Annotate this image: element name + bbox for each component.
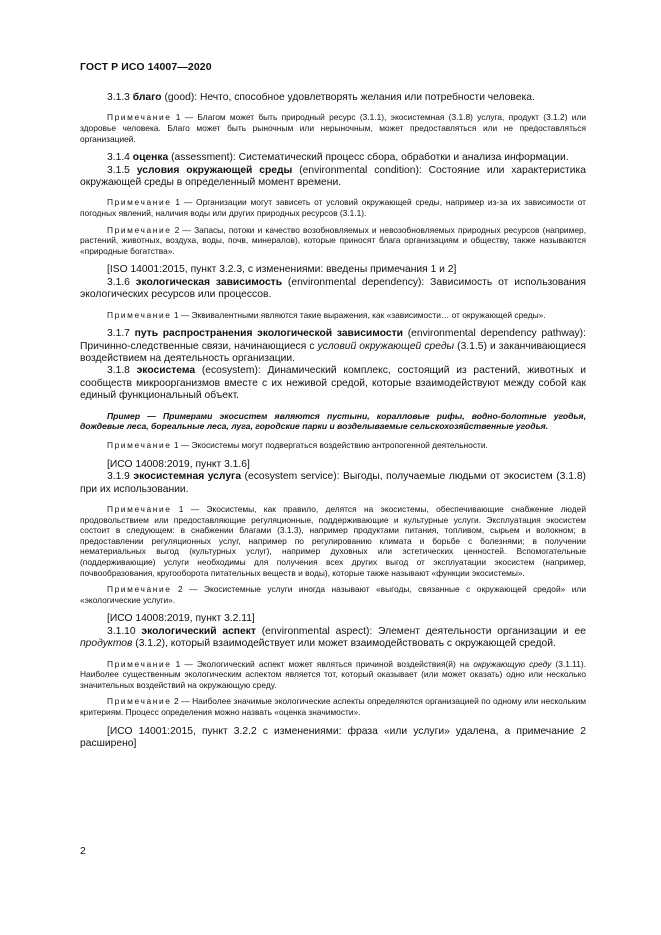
source-3-1-9: [ИСО 14008:2019, пункт 3.2.11] [107, 613, 255, 625]
term-3-1-3: 3.1.3 благо (good): Нечто, способное удовлетворять желания или потребности человека. [107, 92, 535, 103]
term-3-1-8: 3.1.8 экосистема (ecosystem): Динамический комплекс, состоящий из растений, животных и сообществ микроорганизмов вместе с их неживой средой, которые взаимодействуют между собой как единый функциональный объект. [80, 365, 586, 402]
note-3-1-8: Примечание 1 — Экосистемы могут подвергаться воздействию антропогенной деятельности. [107, 440, 488, 451]
note-3-1-10-1: Примечание 1 — Экологический аспект может являться причиной воздействия(й) на окружающую среду (3.1.11). Наиболее существенным экологическим аспектом является тот, который оказывает (или может оказать) одно или несколько значительных воздействий на окружающую среду. [80, 658, 586, 690]
note-3-1-3: Примечание 1 — Благом может быть природный ресурс (3.1.1), экосистемная (3.1.8) услуга, продукт (3.1.2) или здоровье человека. Благо может быть рыночным или нерыночным, может предоставляться или не предоставляться организацией. [80, 112, 587, 144]
term-3-1-5: 3.1.5 условия окружающей среды (environmental condition): Состояние или характеристика окружающей среды в определенный момент времени. [80, 164, 586, 188]
source-3-1-5: [ISO 14001:2015, пункт 3.2.3, с изменениями: введены примечания 1 и 2] [107, 264, 457, 276]
term-3-1-10: 3.1.10 экологический аспект (environmental aspect): Элемент деятельности организации и ее продуктов (3.1.2), который взаимодействует или может взаимодействовать с окружающей средой. [80, 625, 586, 650]
note-3-1-6: Примечание 1 — Эквивалентными являются такие выражения, как «зависимости… от окружающей среды». [107, 309, 546, 320]
example-3-1-8: Пример — Примерами экосистем являются пустыни, коралловые рифы, водно-болотные угодья, дождевые леса, бореальные леса, луга, городские парки и возделываемые сельскохозяйственные угодья. [80, 410, 586, 432]
note-3-1-5-1: Примечание 1 — Организации могут зависеть от условий окружающей среды, например из-за их зависимости от погодных явлений, наличия воды или других природных ресурсов (3.1.1). [80, 197, 587, 218]
document-header: ГОСТ Р ИСО 14007—2020 [80, 61, 212, 73]
source-3-1-8: [ИСО 14008:2019, пункт 3.1.6] [107, 458, 250, 470]
note-3-1-9-1: Примечание 1 — Экосистемы, как правило, делятся на экосистемы, обеспечивающие снабжение людей продовольствием или предоставляющие регуляционные, поддерживающие и культурные услуги. Эксплуатация экосистем состоит в следующем: в снабжении благами (3.1.3), например продуктами питания, топливом, сырьем и волокном; в предоставлении регуляционных услуг, например по регулированию климата и борьбе с болезнями; в получении нематериальных выгод (культурных услуг), например духовных или эстетических ценностей. Вспомогательные (поддерживающие) услуги необходимы для получения всех других выгод от эксплуатации экосистем (например, почвообразования, кругооборота питательных веществ и воды), которые также называют «функции экосистемы». [80, 504, 587, 578]
term-3-1-9: 3.1.9 экосистемная услуга (ecosystem service): Выгоды, получаемые людьми от экосистем (3.1.8) при их использовании. [80, 471, 586, 495]
page-number: 2 [80, 845, 86, 857]
term-3-1-4: 3.1.4 оценка (assessment): Систематический процесс сбора, обработки и анализа информации. [107, 152, 569, 164]
note-3-1-5-2: Примечание 2 — Запасы, потоки и качество возобновляемых и невозобновляемых природных ресурсов (например, растений, животных, воздуха, воды, почв, минералов), которые приносят блага организациям и обществу, также называются «природные богатства». [80, 224, 587, 256]
note-3-1-9-2: Примечание 2 — Экосистемные услуги иногда называют «выгоды, связанные с окружающей средой» или «экологические услуги». [80, 584, 586, 605]
term-3-1-7: 3.1.7 путь распространения экологической зависимости (environmental dependency pathway): Причинно-следственные связи, начинающиеся с условий окружающей среды (3.1.5) и заканчивающиеся воздействием на деятельность организации. [80, 328, 586, 364]
source-3-1-10: [ИСО 14001:2015, пункт 3.2.2 с изменениями: фраза «или услуги» удалена, а примечание 2 расширено] [80, 725, 586, 749]
term-3-1-6: 3.1.6 экологическая зависимость (environmental dependency): Зависимость от использования экологических ресурсов или процессов. [80, 276, 586, 301]
note-3-1-10-2: Примечание 2 — Наиболее значимые экологические аспекты определяются организацией по одному или нескольким критериям. Процесс определения можно назвать «оценка значимости». [80, 696, 587, 717]
document-body [80, 92, 586, 750]
